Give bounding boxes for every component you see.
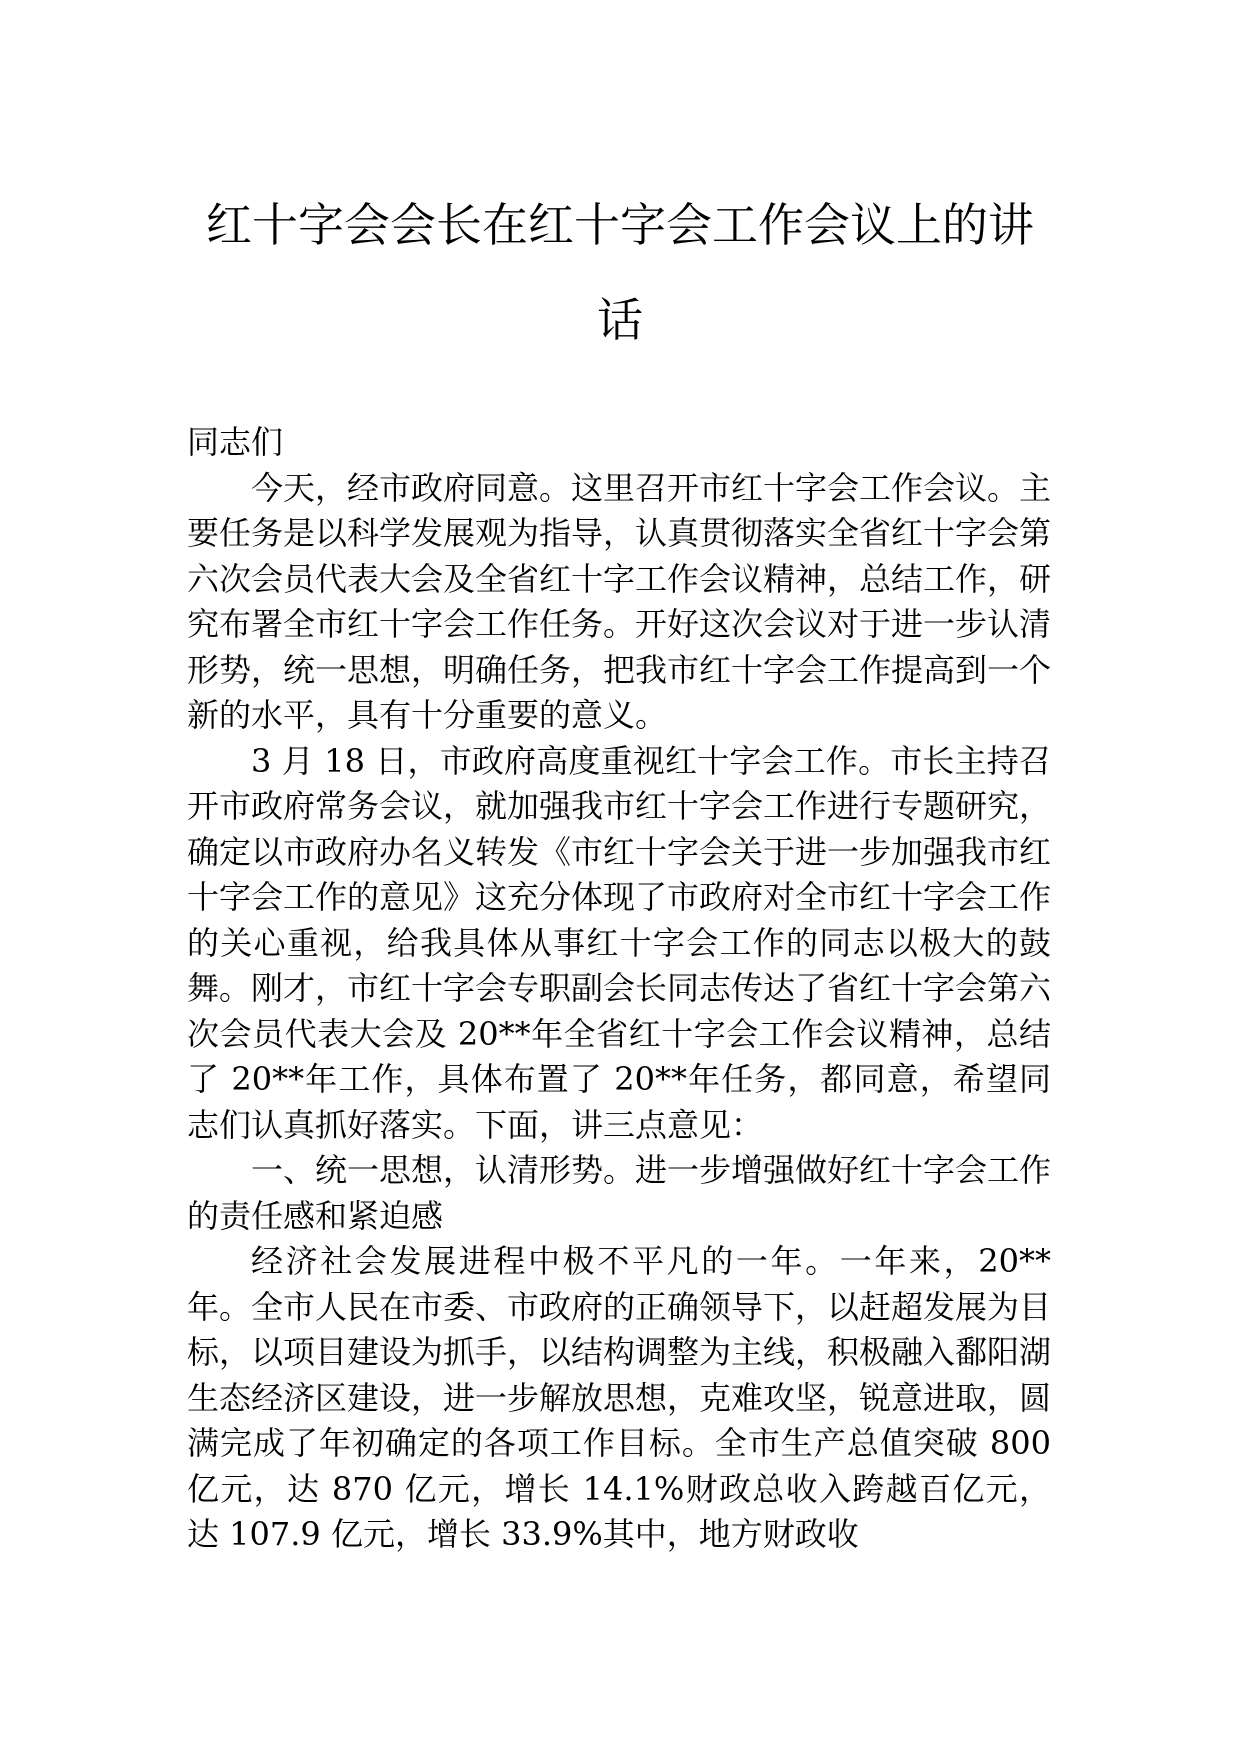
salutation: 同志们 — [187, 423, 284, 461]
section-heading: 一、统一思想，认清形势。进一步增强做好红十字会工作的责任感和紧迫感 — [187, 1151, 1052, 1235]
document-title: 红十字会会长在红十字会工作会议上的讲话 — [206, 198, 1034, 347]
paragraph-intro: 今天，经市政府同意。这里召开市红十字会工作会议。主要任务是以科学发展观为指导，认真贯彻落实全省红十字会第六次会员代表大会及全省红十字工作会议精神，总结工作，研究布署全市红十字会工作任务。开好这次会议对于进一步认清形势，统一思想，明确任务，把我市红十字会工作提高到一个新的水平，具有十分重要的意义。 — [187, 468, 1052, 734]
paragraph-meeting: 3 月 18 日，市政府高度重视红十字会工作。市长主持召开市政府常务会议，就加强我市红十字会工作进行专题研究，确定以市政府办名义转发《市红十字会关于进一步加强我市红十字会工作的意见》这充分体现了市政府对全市红十字会工作的关心重视，给我具体从事红十字会工作的同志以极大的鼓舞。刚才，市红十字会专职副会长同志传达了省红十字会第六次会员代表大会及 20**年全省红十字会工作会议精神，总结了 20**年工作，具体布置了 20**年任务，都同意，希望同志们认真抓好落实。下面，讲三点意见： — [187, 741, 1052, 1144]
document-body — [187, 420, 1051, 1558]
paragraph-economy: 经济社会发展进程中极不平凡的一年。一年来，20**年。全市人民在市委、市政府的正确领导下，以赶超发展为目标，以项目建设为抓手，以结构调整为主线，积极融入鄱阳湖生态经济区建设，进一步解放思想，克难攻坚，锐意进取，圆满完成了年初确定的各项工作目标。全市生产总值突破 800 亿元，达 870 亿元，增长 14.1%财政总收入跨越百亿元，达 107.9 亿元，增长 33.9%其中，地方财政收 — [187, 1242, 1052, 1553]
